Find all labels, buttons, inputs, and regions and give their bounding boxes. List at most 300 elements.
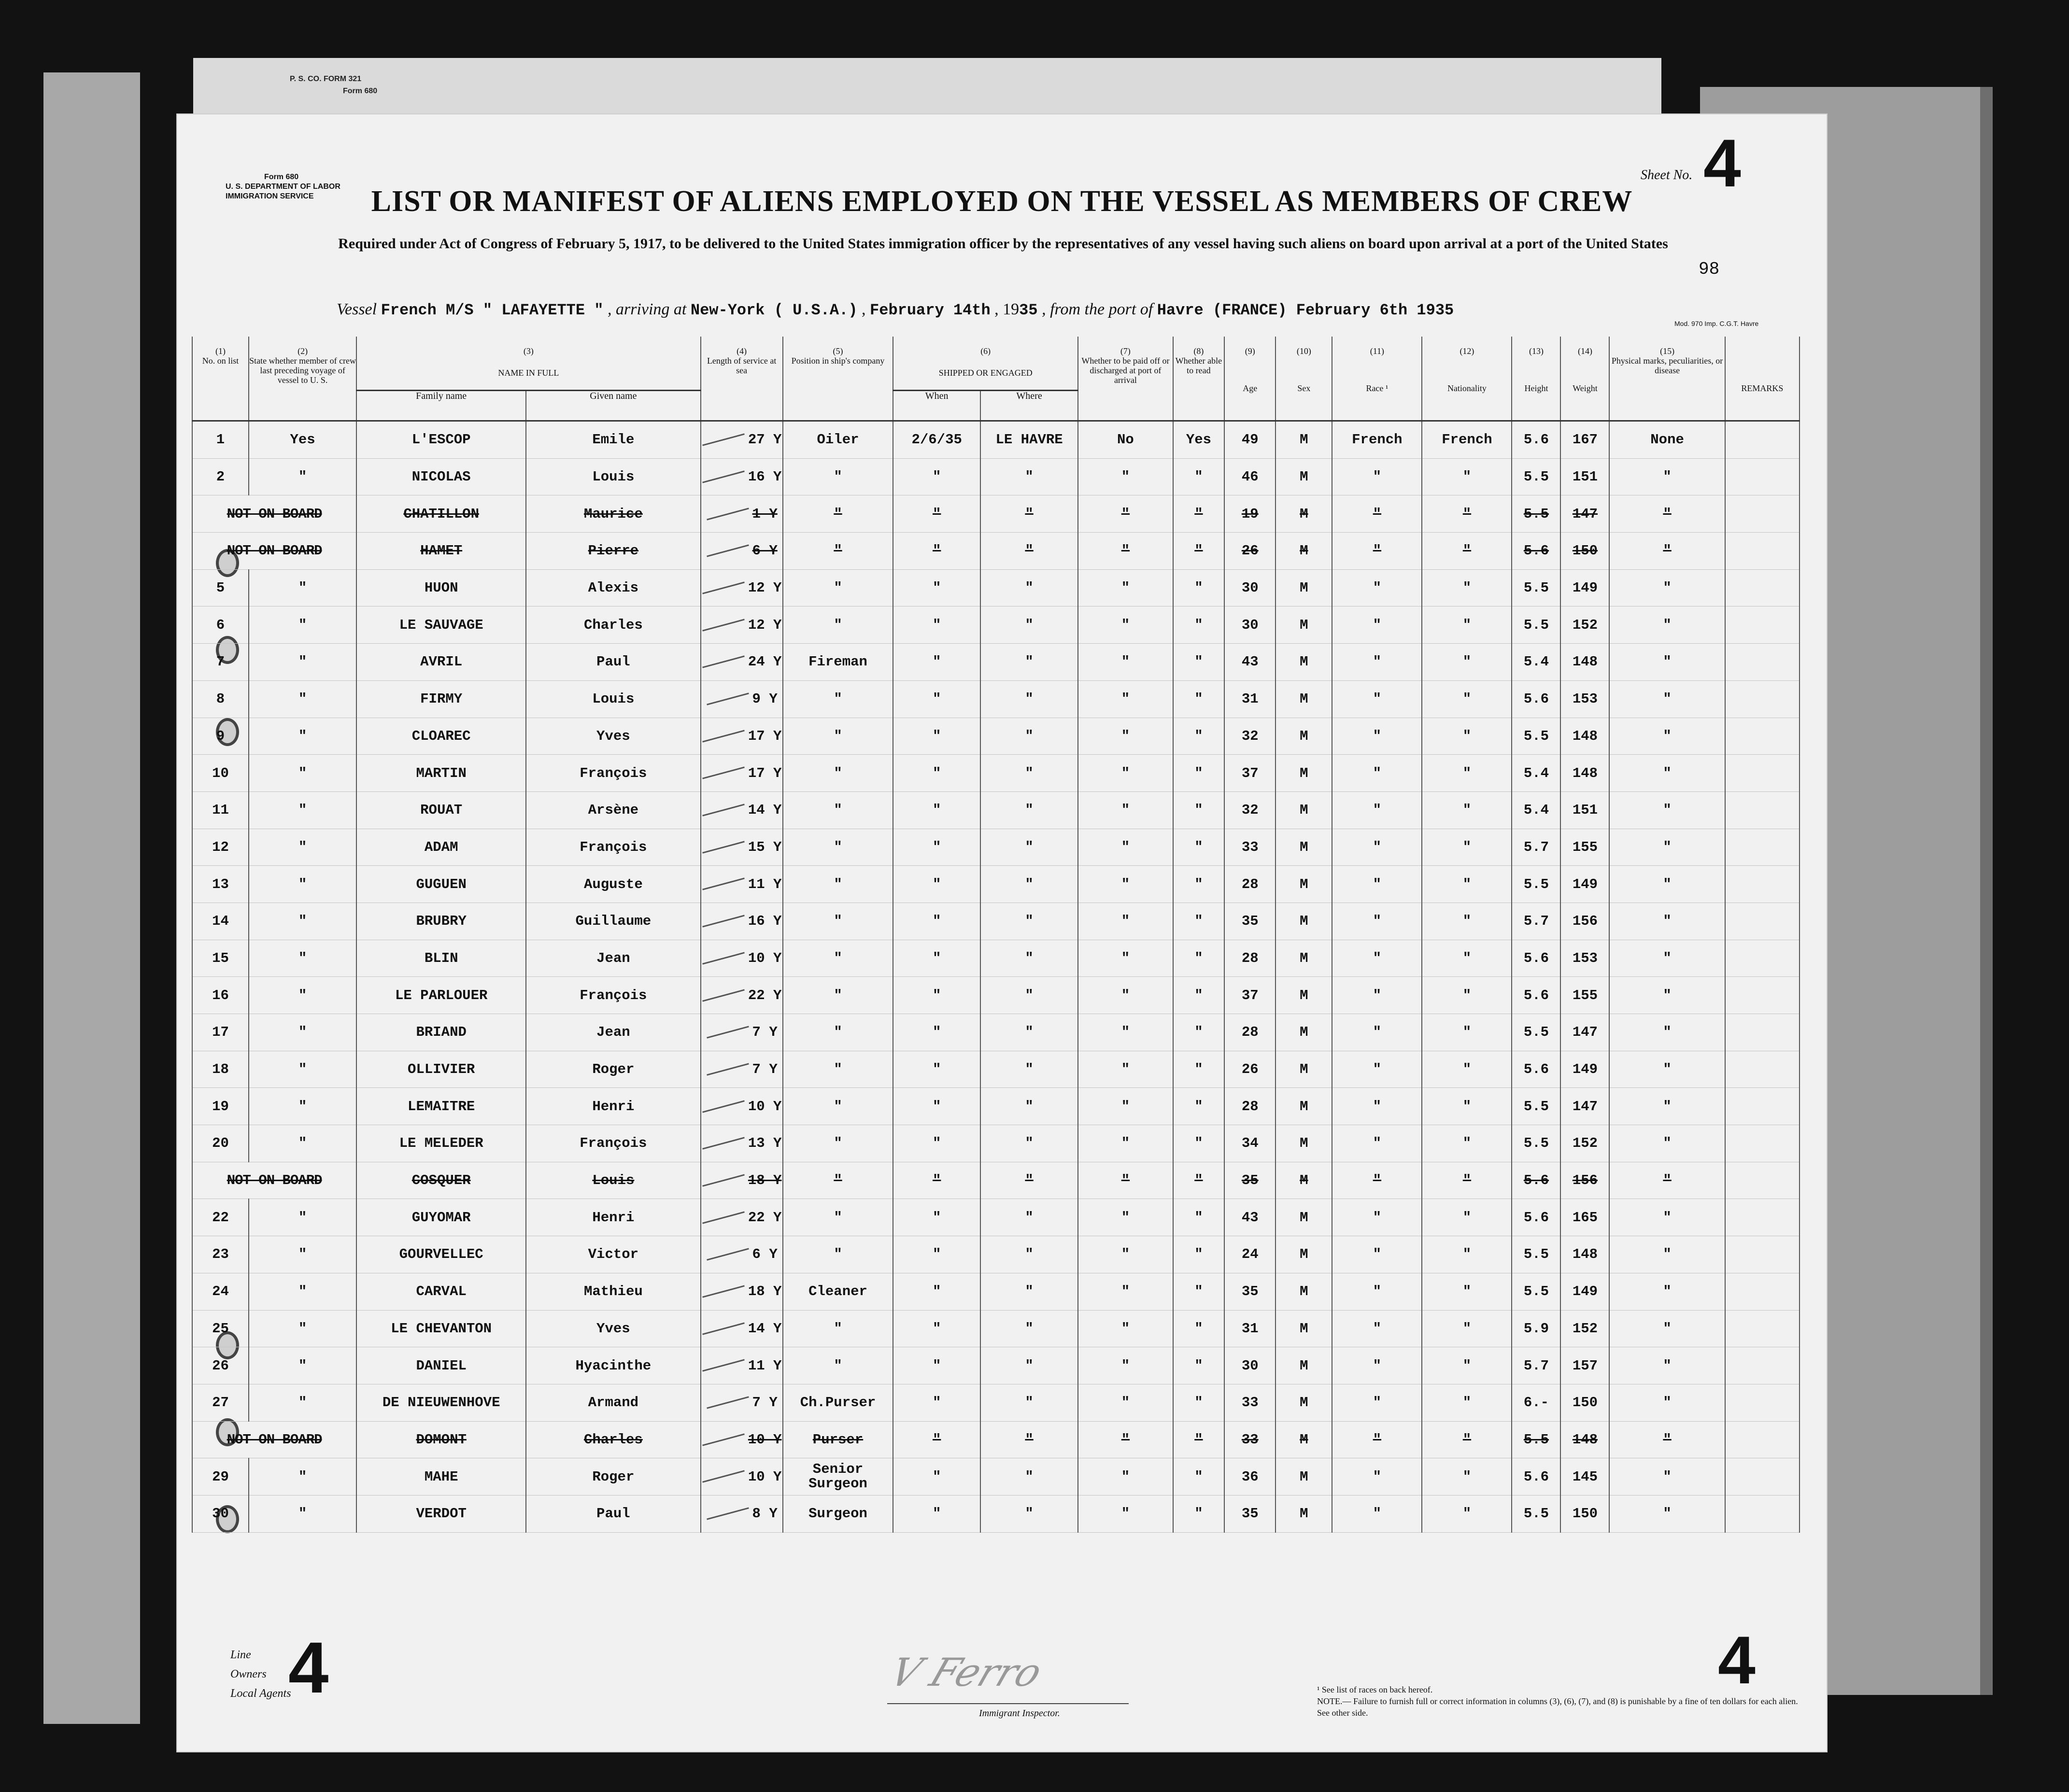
- previous-voyage-cell: [249, 421, 356, 459]
- length-of-service: 15 Y: [748, 839, 782, 855]
- table-row: [192, 1162, 1800, 1199]
- shipped-where-cell: [980, 1347, 1078, 1384]
- length-of-service: 12 Y: [748, 617, 782, 633]
- weight: 149: [1572, 876, 1598, 892]
- family-name: MAHE: [424, 1468, 458, 1485]
- family-name: DE NIEUWENHOVE: [382, 1395, 500, 1411]
- family-name: LEMAITRE: [408, 1098, 475, 1115]
- position: Ch.Purser: [800, 1395, 876, 1411]
- back-form-sub: Form 680: [343, 87, 378, 95]
- given-name: Pierre: [588, 543, 639, 559]
- able-to-read-cell: [1173, 903, 1224, 940]
- race: ": [1373, 1246, 1382, 1263]
- nationality-cell: [1422, 458, 1512, 495]
- length-of-service: 11 Y: [748, 876, 782, 892]
- position: ": [834, 728, 842, 744]
- position: ": [834, 617, 842, 633]
- physical-marks: ": [1663, 506, 1672, 522]
- able-to-read-cell: [1173, 1495, 1224, 1532]
- previous-voyage: ": [298, 1135, 307, 1152]
- col-number: (6): [893, 337, 1078, 356]
- able-to-read: ": [1194, 1061, 1203, 1078]
- sex-cell: [1275, 607, 1332, 644]
- given-name: Charles: [583, 1431, 643, 1448]
- age-cell: [1224, 1310, 1275, 1347]
- row-number-cell: [192, 1347, 249, 1384]
- given-name-cell: [526, 1014, 701, 1051]
- table-row: [192, 791, 1800, 829]
- shipped-when-cell: [893, 1347, 980, 1384]
- port-label: , from the port of: [1042, 300, 1153, 318]
- length-of-service: 14 Y: [748, 1320, 782, 1337]
- position-cell: [783, 1014, 893, 1051]
- age: 43: [1241, 654, 1259, 670]
- physical-marks-cell: [1609, 1236, 1725, 1273]
- remarks-cell: [1725, 977, 1800, 1014]
- back-form-code: P. S. CO. FORM 321: [290, 75, 362, 83]
- row-number: 25: [212, 1320, 229, 1337]
- physical-marks: ": [1663, 469, 1672, 485]
- weight: 149: [1572, 1284, 1598, 1300]
- age-cell: [1224, 1014, 1275, 1051]
- race: ": [1373, 987, 1382, 1003]
- sex-cell: [1275, 940, 1332, 977]
- family-name: ADAM: [424, 839, 458, 855]
- given-name: Auguste: [583, 876, 643, 892]
- nationality: ": [1462, 839, 1472, 855]
- given-name-cell: [526, 1088, 701, 1125]
- weight-cell: [1560, 458, 1609, 495]
- able-to-read-cell: [1173, 1014, 1224, 1051]
- col-number: (12): [1422, 337, 1512, 356]
- family-name: AVRIL: [420, 654, 463, 670]
- previous-voyage: ": [298, 950, 307, 966]
- sex: M: [1300, 1431, 1308, 1448]
- height-cell: [1512, 1458, 1560, 1496]
- age: 26: [1241, 1061, 1259, 1078]
- sex: M: [1300, 543, 1308, 559]
- sex-cell: [1275, 1310, 1332, 1347]
- paid-off: ": [1121, 987, 1130, 1003]
- height: 5.5: [1523, 876, 1549, 892]
- col-number: (7): [1078, 337, 1173, 356]
- shipped-when: ": [932, 1395, 941, 1411]
- paid-off-cell: [1078, 866, 1173, 903]
- col-number: (10): [1275, 337, 1332, 356]
- paid-off: ": [1121, 506, 1130, 522]
- nationality: ": [1462, 1395, 1472, 1411]
- family-name-cell: [356, 1421, 526, 1458]
- department-name: U. S. DEPARTMENT OF LABOR: [226, 183, 340, 191]
- race: ": [1373, 1172, 1382, 1189]
- port-value: Havre (FRANCE) February 6th 1935: [1157, 301, 1454, 319]
- height: 5.4: [1523, 765, 1549, 781]
- age: 36: [1241, 1468, 1259, 1485]
- family-name: ROUAT: [420, 802, 463, 818]
- header-weight: Weight: [1560, 356, 1609, 421]
- weight: 145: [1572, 1468, 1598, 1485]
- family-name-cell: [356, 458, 526, 495]
- family-name-cell: [356, 1199, 526, 1236]
- shipped-when: ": [932, 1209, 941, 1226]
- family-name-cell: [356, 495, 526, 533]
- height: 5.5: [1523, 506, 1549, 522]
- sex: M: [1300, 691, 1308, 707]
- length-of-service: 10 Y: [748, 1468, 782, 1485]
- length-of-service: 13 Y: [748, 1135, 782, 1152]
- race: ": [1373, 543, 1382, 559]
- shipped-when: 2/6/35: [911, 432, 962, 448]
- position-cell: [783, 458, 893, 495]
- row-number: 1: [216, 432, 225, 448]
- owners-label: Owners: [230, 1668, 267, 1680]
- family-name: FIRMY: [420, 691, 463, 707]
- nationality: ": [1462, 728, 1472, 744]
- sex-cell: [1275, 903, 1332, 940]
- shipped-when: ": [932, 1468, 941, 1485]
- weight: 165: [1572, 1209, 1598, 1226]
- height-cell: [1512, 644, 1560, 681]
- previous-voyage-cell: [249, 977, 356, 1014]
- remarks-cell: [1725, 940, 1800, 977]
- header-no-on-list: No. on list: [192, 356, 249, 421]
- arriving-label: , arriving at: [607, 300, 687, 318]
- age: 35: [1241, 913, 1259, 930]
- row-number: 29: [212, 1468, 229, 1485]
- shipped-where-cell: [980, 533, 1078, 570]
- shipped-where: ": [1025, 469, 1034, 485]
- paid-off-cell: [1078, 644, 1173, 681]
- shipped-where: ": [1025, 1209, 1034, 1226]
- able-to-read-cell: [1173, 1347, 1224, 1384]
- table-row: [192, 1088, 1800, 1125]
- family-name: DANIEL: [416, 1357, 467, 1374]
- able-to-read: ": [1194, 1431, 1203, 1448]
- nationality: ": [1462, 1098, 1472, 1115]
- family-name-cell: [356, 644, 526, 681]
- row-number: NOT ON BOARD: [227, 506, 322, 522]
- height-cell: [1512, 977, 1560, 1014]
- physical-marks-cell: [1609, 1273, 1725, 1310]
- sex-cell: [1275, 421, 1332, 459]
- shipped-where-cell: [980, 1384, 1078, 1421]
- paid-off-cell: [1078, 1125, 1173, 1162]
- race-cell: [1332, 1384, 1422, 1421]
- age: 33: [1241, 839, 1259, 855]
- paid-off: ": [1121, 1172, 1130, 1189]
- shipped-when-cell: [893, 1199, 980, 1236]
- shipped-when-cell: [893, 607, 980, 644]
- form-number: Form 680: [264, 173, 299, 181]
- race: ": [1373, 1135, 1382, 1152]
- age-cell: [1224, 680, 1275, 718]
- height: 5.6: [1523, 432, 1549, 448]
- height: 5.7: [1523, 1357, 1549, 1374]
- given-name-cell: [526, 1384, 701, 1421]
- nationality-cell: [1422, 755, 1512, 792]
- paid-off: ": [1121, 1357, 1130, 1374]
- nationality: ": [1462, 876, 1472, 892]
- paid-off-cell: [1078, 1495, 1173, 1532]
- position: ": [834, 765, 842, 781]
- previous-voyage-cell: [249, 755, 356, 792]
- position-cell: [783, 421, 893, 459]
- paid-off: ": [1121, 1246, 1130, 1263]
- position: Oiler: [817, 432, 859, 448]
- nationality-cell: [1422, 495, 1512, 533]
- previous-voyage: ": [298, 1320, 307, 1337]
- given-name-cell: [526, 866, 701, 903]
- length-of-service-cell: [701, 940, 783, 977]
- position: ": [834, 469, 842, 485]
- length-of-service-cell: [701, 829, 783, 866]
- nationality: ": [1462, 580, 1472, 596]
- check-mark: [702, 1322, 745, 1335]
- able-to-read-cell: [1173, 829, 1224, 866]
- given-name-cell: [526, 644, 701, 681]
- race-cell: [1332, 940, 1422, 977]
- row-number-cell: [192, 1236, 249, 1273]
- paid-off: No: [1117, 432, 1134, 448]
- previous-voyage: ": [298, 1395, 307, 1411]
- paid-off: ": [1121, 802, 1130, 818]
- crew-manifest-table: [192, 337, 1800, 1533]
- nationality: ": [1462, 691, 1472, 707]
- header-member-prev: State whether member of crew last preceding voyage of vessel to U. S.: [249, 356, 356, 421]
- physical-marks-cell: [1609, 977, 1725, 1014]
- length-of-service: 1 Y: [752, 506, 778, 522]
- physical-marks: ": [1663, 1246, 1672, 1263]
- nationality-cell: [1422, 866, 1512, 903]
- shipped-where-cell: [980, 680, 1078, 718]
- height: 5.5: [1523, 1024, 1549, 1041]
- header-where: Where: [980, 391, 1078, 421]
- check-mark: [707, 508, 749, 520]
- previous-voyage: ": [298, 469, 307, 485]
- row-number-cell: [192, 680, 249, 718]
- physical-marks: ": [1663, 765, 1672, 781]
- position-cell: [783, 644, 893, 681]
- weight-cell: [1560, 1495, 1609, 1532]
- age: 31: [1241, 1320, 1259, 1337]
- paid-off-cell: [1078, 755, 1173, 792]
- shipped-where: ": [1025, 839, 1034, 855]
- sex-cell: [1275, 1014, 1332, 1051]
- previous-voyage-cell: [249, 1384, 356, 1421]
- previous-voyage-cell: [249, 680, 356, 718]
- nationality-cell: [1422, 1458, 1512, 1496]
- paid-off: ": [1121, 1395, 1130, 1411]
- paid-off-cell: [1078, 569, 1173, 607]
- row-number-cell: [192, 644, 249, 681]
- race-cell: [1332, 569, 1422, 607]
- position: Senior Surgeon: [808, 1461, 867, 1492]
- previous-voyage-cell: [249, 1458, 356, 1496]
- paid-off: ": [1121, 691, 1130, 707]
- family-name-cell: [356, 1495, 526, 1532]
- weight: 152: [1572, 1320, 1598, 1337]
- given-name-cell: [526, 569, 701, 607]
- height-cell: [1512, 421, 1560, 459]
- crew-rows: [192, 421, 1800, 1533]
- age: 28: [1241, 950, 1259, 966]
- nationality-cell: [1422, 421, 1512, 459]
- race: French: [1352, 432, 1403, 448]
- weight: 152: [1572, 617, 1598, 633]
- weight-cell: [1560, 755, 1609, 792]
- age-cell: [1224, 866, 1275, 903]
- given-name-cell: [526, 718, 701, 755]
- given-name-cell: [526, 903, 701, 940]
- race-cell: [1332, 977, 1422, 1014]
- nationality-cell: [1422, 718, 1512, 755]
- race-cell: [1332, 1273, 1422, 1310]
- signature-line: [887, 1703, 1129, 1704]
- remarks-cell: [1725, 755, 1800, 792]
- weight-cell: [1560, 940, 1609, 977]
- previous-voyage-cell: [249, 1273, 356, 1310]
- check-mark: [702, 952, 745, 964]
- weight: 153: [1572, 691, 1598, 707]
- shipped-where-cell: [980, 1310, 1078, 1347]
- weight-cell: [1560, 903, 1609, 940]
- age: 28: [1241, 1098, 1259, 1115]
- physical-marks-cell: [1609, 866, 1725, 903]
- position: ": [834, 543, 842, 559]
- paid-off-cell: [1078, 1347, 1173, 1384]
- given-name-cell: [526, 1273, 701, 1310]
- shipped-where: ": [1025, 1284, 1034, 1300]
- shipped-when-cell: [893, 1273, 980, 1310]
- sheet-number: 4: [1703, 125, 1741, 201]
- race-cell: [1332, 458, 1422, 495]
- given-name-cell: [526, 1125, 701, 1162]
- physical-marks-cell: [1609, 680, 1725, 718]
- arrival-date: February 14th: [870, 301, 991, 319]
- race: ": [1373, 691, 1382, 707]
- table-row: [192, 1310, 1800, 1347]
- previous-voyage-cell: [249, 569, 356, 607]
- sex: M: [1300, 802, 1308, 818]
- sex: M: [1300, 839, 1308, 855]
- age: 30: [1241, 1357, 1259, 1374]
- paid-off-cell: [1078, 1014, 1173, 1051]
- weight: 167: [1572, 432, 1598, 448]
- row-number-cell: [192, 903, 249, 940]
- previous-voyage: ": [298, 1357, 307, 1374]
- shipped-when: ": [932, 1135, 941, 1152]
- sex: M: [1300, 1061, 1308, 1078]
- family-name-cell: [356, 1014, 526, 1051]
- shipped-where-cell: [980, 458, 1078, 495]
- race: ": [1373, 839, 1382, 855]
- sex-cell: [1275, 1458, 1332, 1496]
- weight-cell: [1560, 680, 1609, 718]
- shipped-where: ": [1025, 1468, 1034, 1485]
- race: ": [1373, 580, 1382, 596]
- footer-labels: [230, 1645, 291, 1703]
- length-of-service: 7 Y: [752, 1024, 778, 1041]
- nationality-cell: [1422, 1125, 1512, 1162]
- shipped-when-cell: [893, 495, 980, 533]
- given-name-cell: [526, 607, 701, 644]
- able-to-read: ": [1194, 654, 1203, 670]
- shipped-where: ": [1025, 950, 1034, 966]
- nationality: ": [1462, 950, 1472, 966]
- length-of-service-cell: [701, 866, 783, 903]
- previous-voyage-cell: [249, 718, 356, 755]
- family-name-cell: [356, 569, 526, 607]
- shipped-where-cell: [980, 569, 1078, 607]
- sex-cell: [1275, 1051, 1332, 1088]
- remarks-cell: [1725, 1014, 1800, 1051]
- age-cell: [1224, 903, 1275, 940]
- table-row: [192, 829, 1800, 866]
- given-name: Jean: [596, 1024, 630, 1041]
- nationality-cell: [1422, 1014, 1512, 1051]
- nationality: French: [1442, 432, 1492, 448]
- age-cell: [1224, 533, 1275, 570]
- row-number-cell: [192, 940, 249, 977]
- age-cell: [1224, 607, 1275, 644]
- shipped-when: ": [932, 913, 941, 930]
- age-cell: [1224, 421, 1275, 459]
- header-nationality: Nationality: [1422, 356, 1512, 421]
- height: 5.5: [1523, 1431, 1549, 1448]
- position-cell: [783, 680, 893, 718]
- row-number: 8: [216, 691, 225, 707]
- check-mark: [702, 1174, 745, 1186]
- physical-marks: ": [1663, 580, 1672, 596]
- nationality-cell: [1422, 1199, 1512, 1236]
- weight: 148: [1572, 765, 1598, 781]
- weight: 152: [1572, 1135, 1598, 1152]
- remarks-cell: [1725, 533, 1800, 570]
- race: ": [1373, 1431, 1382, 1448]
- table-row: [192, 569, 1800, 607]
- header-length-service: Length of service at sea: [701, 356, 783, 421]
- nationality: ": [1462, 1468, 1472, 1485]
- paid-off: ": [1121, 1209, 1130, 1226]
- previous-voyage: ": [298, 728, 307, 744]
- header-when: When: [893, 391, 980, 421]
- age: 30: [1241, 580, 1259, 596]
- row-number-cell: [192, 1088, 249, 1125]
- shipped-when: ": [932, 802, 941, 818]
- family-name: OLLIVIER: [408, 1061, 475, 1078]
- shipped-when: ": [932, 1024, 941, 1041]
- physical-marks-cell: [1609, 421, 1725, 459]
- family-name: BRIAND: [416, 1024, 467, 1041]
- position: Fireman: [808, 654, 867, 670]
- nationality: ": [1462, 1320, 1472, 1337]
- family-name-cell: [356, 1125, 526, 1162]
- family-name: VERDOT: [416, 1506, 467, 1522]
- able-to-read-cell: [1173, 495, 1224, 533]
- given-name-cell: [526, 977, 701, 1014]
- remarks-cell: [1725, 1088, 1800, 1125]
- height: 5.5: [1523, 469, 1549, 485]
- age: 37: [1241, 987, 1259, 1003]
- shipped-where-cell: [980, 977, 1078, 1014]
- shipped-where: ": [1025, 1395, 1034, 1411]
- shipped-where-cell: [980, 1162, 1078, 1199]
- nationality: ": [1462, 1431, 1472, 1448]
- previous-voyage-cell: [249, 829, 356, 866]
- race: ": [1373, 1098, 1382, 1115]
- previous-voyage: ": [298, 876, 307, 892]
- able-to-read: ": [1194, 876, 1203, 892]
